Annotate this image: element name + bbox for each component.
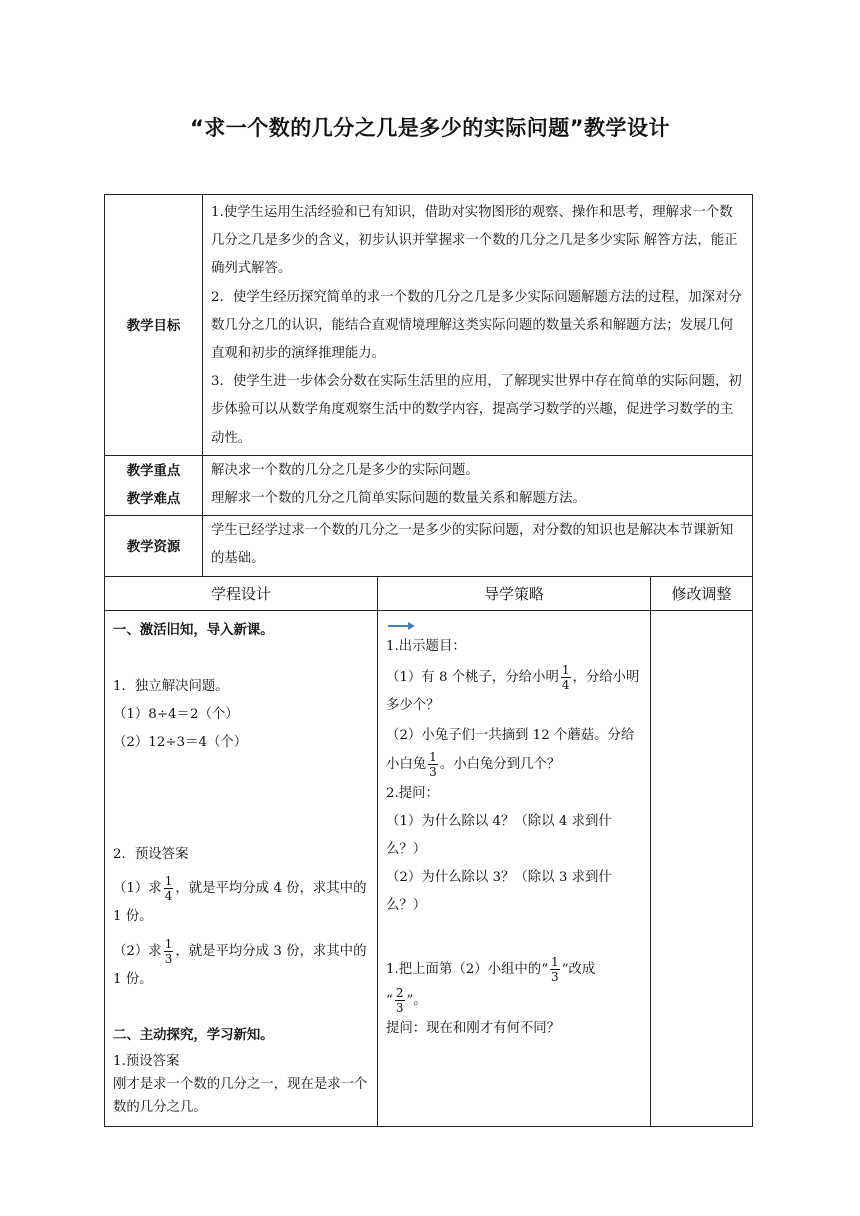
page-title: “求一个数的几分之几是多少的实际问题”教学设计 [189,116,671,140]
answer-2-suffix: ，就是平均分成 3 份，求其中的 1 份。 [113,944,367,988]
question-2-suffix: 。小白兔分到几个？ [439,757,561,773]
design-item-1: 1．独立解决问题。 [113,678,229,694]
fraction-two-thirds: $\frac{2}{3}$ [395,985,404,1015]
answer-1-suffix: ，就是平均分成 4 份，求其中的 1 份。 [113,880,367,924]
objective-3: 3．使学生进一步体会分数在实际生活里的应用，了解现实世界中存在简单的实际问题，初步体验可以从数学角度观察生活中的数学内容，提高学习数学的兴趣，促进学习数学的主动性。 [211,374,742,446]
lesson-plan-table [104,194,753,1127]
fraction-one-third: $\frac{1}{3}$ [164,937,173,967]
prompt-1: （1）为什么除以 4？（除以 4 求到什么？） [386,813,612,858]
change-middle: ”改成 [561,961,596,977]
resources-row [105,516,753,576]
answer-1 [113,874,371,931]
resources-content [203,516,753,576]
design-column [105,610,378,1126]
difficulty-label: 教学难点 [126,491,181,507]
section-1-title: 一、激活旧知，导入新课。 [113,622,274,638]
change-prefix: 1.把上面第（2）小组中的“ [386,961,549,977]
arrow-right-icon [386,619,416,633]
change-open-quote: “ [386,992,393,1008]
resources-text: 学生已经学过求一个数的几分之一是多少的实际问题，对分数的知识也是解决本节课新知的基础。 [211,523,734,567]
question-2 [386,722,644,779]
fraction-one-quarter: $\frac{1}{4}$ [164,873,173,903]
key-point-text: 解决求一个数的几分之几是多少的实际问题。 [211,462,479,478]
difficulty-text: 理解求一个数的几分之几简单实际问题的数量关系和解题方法。 [211,491,586,507]
header-adjust: 修改调整 [651,576,753,610]
adjust-column [651,610,753,1126]
question-2-prefix: （2）小兔子们一共摘到 12 个蘑菇。分给小白兔 [386,728,635,773]
design-equation-2: （2）12÷3＝4（个） [113,735,248,751]
key-difficulty-labels [105,455,203,515]
strategy-item-1: 1.出示题目： [386,638,466,654]
resources-label: 教学资源 [105,516,203,576]
change-instruction [386,955,644,984]
key-difficulty-row [105,455,753,515]
question-1-suffix: ，分给小明多少个？ [386,669,640,714]
question-1 [386,663,644,720]
answer-2 [113,937,371,994]
objectives-label: 教学目标 [105,195,203,456]
ask-difference: 提问：现在和刚才有何不同？ [386,1021,561,1037]
design-s2-item-1: 1.预设答案 [113,1053,180,1069]
question-1-prefix: （1）有 8 个桃子，分给小明 [386,669,559,685]
strategy-column [378,610,651,1126]
header-strategy: 导学策略 [378,576,651,610]
prompt-2: （2）为什么除以 3？（除以 3 求到什么？） [386,870,612,914]
objective-1: 1.使学生运用生活经验和已有知识，借助对实物图形的观察、操作和思考，理解求一个数几分之几是多少的含义，初步认识并掌握求一个数的几分之几是多少实际 解答方法，能正确列式解答。 [211,205,738,277]
strategy-item-2: 2.提问： [386,785,439,801]
section-2-title: 二、主动探究，学习新知。 [113,1028,274,1044]
objectives-content [203,195,753,456]
objective-2: 2．使学生经历探究简单的求一个数的几分之几是多少实际问题解题方法的过程，加深对分数几分之几的认识，能结合直观情境理解这类实际问题的数量关系和解题方法；发展几何直观和初步的演绎推理能力。 [211,289,742,362]
design-item-2: 2．预设答案 [113,847,189,863]
change-suffix: ”。 [406,992,427,1008]
key-point-label: 教学重点 [126,463,181,479]
answer-2-prefix: （2）求 [113,944,162,960]
fraction-one-quarter-2: $\frac{1}{4}$ [561,662,570,692]
design-equation-1: （1）8÷4＝2（个） [113,707,239,723]
answer-1-prefix: （1）求 [113,880,162,896]
objectives-row [105,195,753,456]
key-difficulty-content [203,455,753,515]
fraction-one-third-2: $\frac{1}{3}$ [429,750,437,780]
fraction-one-third-3: $\frac{1}{3}$ [551,954,559,984]
design-s2-text: 刚才是求一个数的几分之一，现在是求一个数的几分之几。 [113,1076,368,1115]
column-header-row [105,576,753,610]
change-target [386,986,644,1015]
header-design: 学程设计 [105,576,378,610]
content-row [105,610,753,1126]
